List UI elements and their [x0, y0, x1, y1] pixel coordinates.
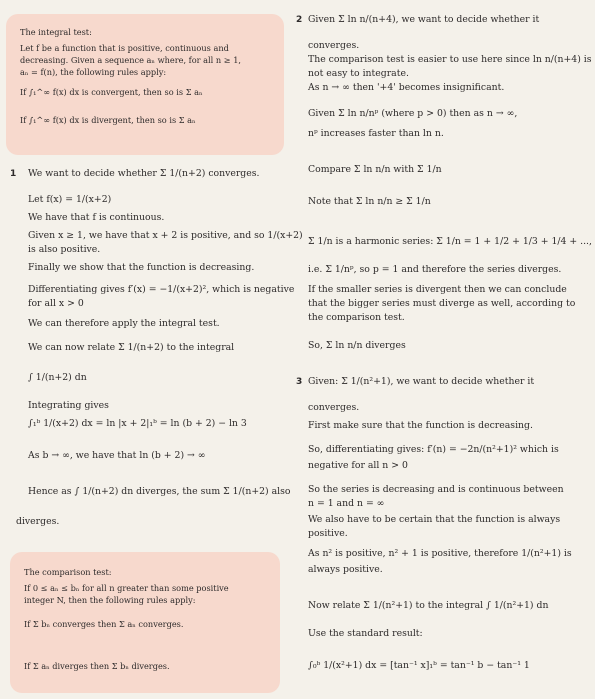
q2-line: that the bigger series must diverge as well, according to: [308, 298, 576, 309]
integral-test-divergent-rule: If ∫₁^∞ f(x) dx is divergent, then so is Σ aₙ: [20, 115, 196, 125]
integral-test-title: The integral test:: [20, 27, 92, 37]
integral-test-line: Let f be a function that is positive, continuous and: [20, 43, 229, 53]
comparison-test-box: [10, 552, 280, 693]
q2-line: Given Σ ln n/nᵖ (where p > 0) then as n → ∞,: [308, 108, 518, 119]
q3-line: converges.: [308, 402, 360, 413]
q1-line: Finally we show that the function is decreasing.: [28, 262, 255, 273]
comparison-test-line: integer N, then the following rules apply:: [24, 595, 196, 605]
q2-line: i.e. Σ 1/nᵖ, so p = 1 and therefore the series diverges.: [308, 264, 562, 275]
comparison-test-diverge-rule: If Σ aₙ diverges then Σ bₙ diverges.: [24, 661, 170, 671]
q3-line: As n² is positive, n² + 1 is positive, therefore 1/(n²+1) is: [308, 548, 572, 559]
comparison-test-title: The comparison test:: [24, 567, 112, 577]
q2-line: the comparison test.: [308, 312, 405, 323]
q2-line: Given Σ ln n/(n+4), we want to decide whether it: [308, 14, 540, 25]
q3-line: Given: Σ 1/(n²+1), we want to decide whether it: [308, 376, 535, 387]
q2-line: Σ 1/n is a harmonic series: Σ 1/n = 1 + 1/2 + 1/3 + 1/4 + ...,: [308, 236, 592, 247]
q2-line: So, Σ ln n/n diverges: [308, 340, 406, 351]
q2-line: As n → ∞ then '+4' becomes insignificant.: [308, 82, 505, 93]
q2-line: Compare Σ ln n/n with Σ 1/n: [308, 164, 442, 175]
q1-line: diverges.: [16, 516, 60, 527]
q3-line: So the series is decreasing and is continuous between: [308, 484, 564, 495]
question-number: 3: [296, 377, 303, 387]
q2-line: The comparison test is easier to use here since ln n/(n+4) is: [308, 54, 592, 65]
q1-line: As b → ∞, we have that ln (b + 2) → ∞: [28, 450, 206, 461]
q3-line: Now relate Σ 1/(n²+1) to the integral ∫ 1/(n²+1) dn: [308, 600, 549, 611]
q3-line: positive.: [308, 528, 348, 539]
q3-line: negative for all n > 0: [308, 460, 408, 471]
q1-line: We want to decide whether Σ 1/(n+2) converges.: [28, 168, 260, 179]
q1-line: for all x > 0: [28, 298, 84, 309]
comparison-test-line: If 0 ≤ aₙ ≤ bₙ for all n greater than some positive: [24, 583, 229, 593]
q3-line: ∫₀ᵇ 1/(x²+1) dx = [tan⁻¹ x]₁ᵇ = tan⁻¹ b − tan⁻¹ 1: [308, 660, 530, 671]
q1-line: We can therefore apply the integral test.: [28, 318, 220, 329]
question-number: 2: [296, 15, 303, 25]
integral-test-box: [6, 14, 284, 155]
q1-line: We have that f is continuous.: [28, 212, 165, 223]
question-number: 1: [10, 169, 17, 179]
q3-line: always positive.: [308, 564, 383, 575]
comparison-test-converge-rule: If Σ bₙ converges then Σ aₙ converges.: [24, 619, 184, 629]
q1-line: ∫ 1/(n+2) dn: [28, 372, 87, 383]
q2-line: converges.: [308, 40, 360, 51]
q1-line: is also positive.: [28, 244, 101, 255]
integral-test-line: decreasing. Given a sequence aₙ where, for all n ≥ 1,: [20, 55, 242, 65]
integral-test-convergent-rule: If ∫₁^∞ f(x) dx is convergent, then so is Σ aₙ: [20, 87, 203, 97]
q3-line: First make sure that the function is decreasing.: [308, 420, 533, 431]
q3-line: So, differentiating gives: f′(n) = −2n/(n²+1)² which is: [308, 444, 559, 455]
q1-line: Given x ≥ 1, we have that x + 2 is positive, and so 1/(x+2): [28, 230, 303, 241]
q2-line: nᵖ increases faster than ln n.: [308, 128, 444, 139]
q1-line: Let f(x) = 1/(x+2): [28, 194, 112, 205]
q1-line: Hence as ∫ 1/(n+2) dn diverges, the sum Σ 1/(n+2) also: [28, 486, 291, 497]
q3-line: We also have to be certain that the function is always: [308, 514, 561, 525]
q1-line: Differentiating gives f′(x) = −1/(x+2)², which is negative: [28, 284, 295, 295]
q2-line: If the smaller series is divergent then we can conclude: [308, 284, 567, 295]
q3-line: n = 1 and n = ∞: [308, 498, 385, 509]
q2-line: not easy to integrate.: [308, 68, 409, 79]
q1-line: We can now relate Σ 1/(n+2) to the integral: [28, 342, 235, 353]
q1-line: Integrating gives: [28, 400, 109, 411]
q2-line: Note that Σ ln n/n ≥ Σ 1/n: [308, 196, 431, 207]
q3-line: Use the standard result:: [308, 628, 423, 639]
integral-test-line: aₙ = f(n), the following rules apply:: [20, 67, 167, 77]
q1-line: ∫₁ᵇ 1/(x+2) dx = ln |x + 2|₁ᵇ = ln (b + 2) − ln 3: [28, 418, 247, 429]
